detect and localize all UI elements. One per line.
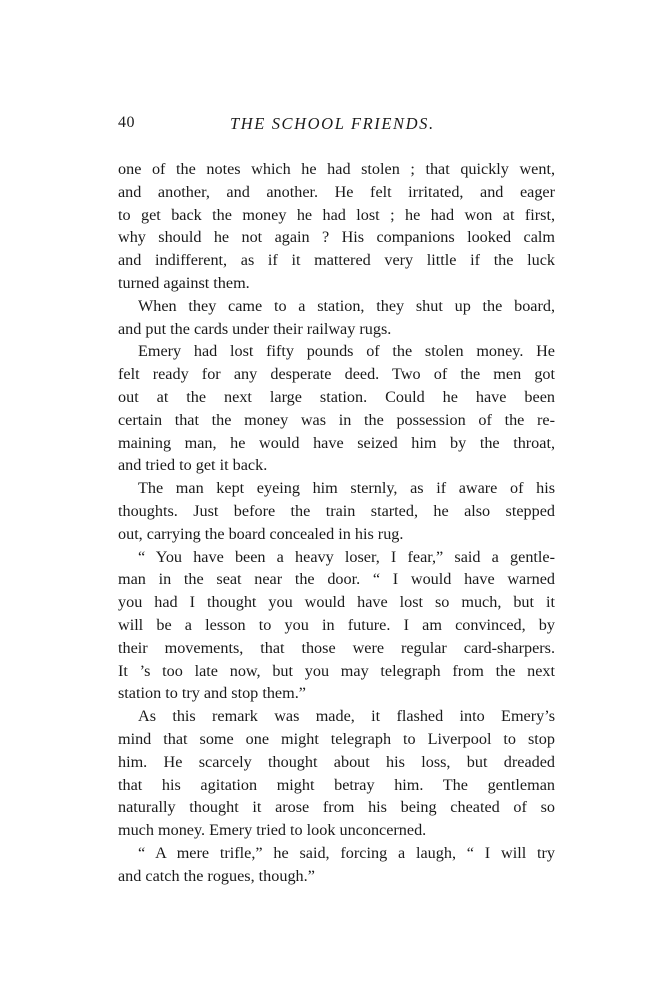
text-line: thoughts. Just before the train started, he also stepped [118,501,555,520]
text-line: felt ready for any desperate deed. Two of the men got [118,365,555,384]
page-header [118,114,555,140]
text-line: out, carrying the board concealed in his rug. [118,524,404,543]
body-text [118,158,555,888]
text-line: man in the seat near the door. “ I would have warned [118,570,555,589]
page-number: 40 [118,114,135,131]
text-line: and indifferent, as if it mattered very little if the luck [118,251,555,270]
text-line: one of the notes which he had stolen ; that quickly went, [118,160,555,178]
text-line: turned against them. [118,273,250,292]
text-line: naturally thought it arose from his being cheated of so [118,798,555,817]
text-line: much money. Emery tried to look unconcerned. [118,821,427,840]
text-line: When they came to a station, they shut up the board, [138,296,555,315]
text-line: and tried to get it back. [118,456,268,475]
text-line: why should he not again ? His companions looked calm [118,228,555,247]
text-line: you had I thought you would have lost so much, but it [118,593,555,612]
text-line: him. He scarcely thought about his loss, but dreaded [118,752,555,771]
text-line: their movements, that those were regular card-sharpers. [118,638,555,657]
text-line: “ You have been a heavy loser, I fear,” said a gentle- [138,547,555,566]
text-line: station to try and stop them.” [118,684,306,703]
text-line: “ A mere trifle,” he said, forcing a laugh, “ I will try [138,843,555,862]
text-line: that his agitation might betray him. The gentleman [118,775,555,794]
text-line: maining man, he would have seized him by the throat, [118,433,555,452]
text-line: and another, and another. He felt irritated, and eager [118,182,555,201]
text-line: and catch the rogues, though.” [118,866,315,885]
text-line: Emery had lost fifty pounds of the stolen money. He [138,342,555,361]
text-line: and put the cards under their railway rugs. [118,319,392,338]
text-line: out at the next large station. Could he have been [118,387,555,406]
text-line: The man kept eyeing him sternly, as if aware of his [138,479,555,498]
running-title: THE SCHOOL FRIENDS. [230,114,435,133]
text-line: certain that the money was in the possession of the re- [118,410,555,429]
text-line: will be a lesson to you in future. I am convinced, by [118,615,555,634]
text-line: to get back the money he had lost ; he had won at first, [118,205,555,224]
text-line: As this remark was made, it flashed into Emery’s [138,707,555,726]
text-line: It ’s too late now, but you may telegraph from the next [118,661,555,680]
text-line: mind that some one might telegraph to Liverpool to stop [118,729,555,748]
